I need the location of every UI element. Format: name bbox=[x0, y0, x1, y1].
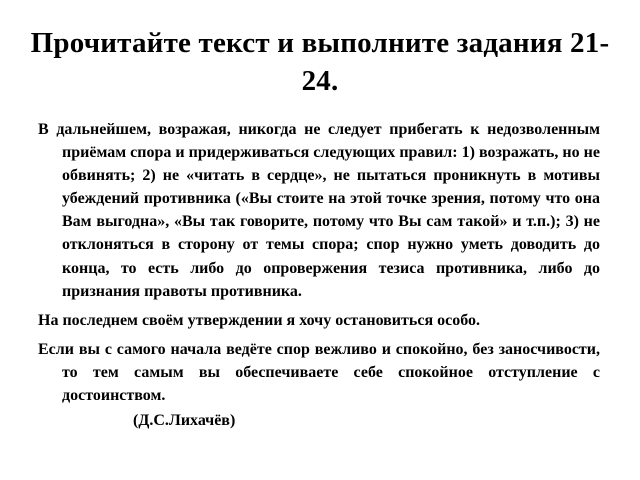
slide-title: Прочитайте текст и выполните задания 21-24. bbox=[30, 27, 610, 97]
text-body bbox=[38, 118, 600, 432]
paragraph-3: Если вы с самого начала ведёте спор вежливо и спокойно, без заносчивости, то тем самым вы обеспечиваете себе спокойное отступление с достоинством. bbox=[38, 340, 600, 405]
author-attribution: (Д.С.Лихачёв) bbox=[133, 412, 236, 430]
paragraph-1: В дальнейшем, возражая, никогда не следует прибегать к недозволенным приёмам спора и придерживаться следующих правил: 1) возражать, но не обвинять; 2) не «читать в сердце», не пытаться проникнуть в мотивы убеждений противника («Вы стоите на этой точке зрения, потому что она Вам выгодна», «Вы так говорите, потому что Вы сам такой» и т.п.); 3) не отклоняться в сторону от темы спора; спор нужно уметь доводить до конца, то есть либо до опровержения тезиса противника, либо до признания правоты противника. bbox=[38, 121, 600, 300]
paragraph-2: На последнем своём утверждении я хочу остановиться особо. bbox=[38, 311, 480, 329]
